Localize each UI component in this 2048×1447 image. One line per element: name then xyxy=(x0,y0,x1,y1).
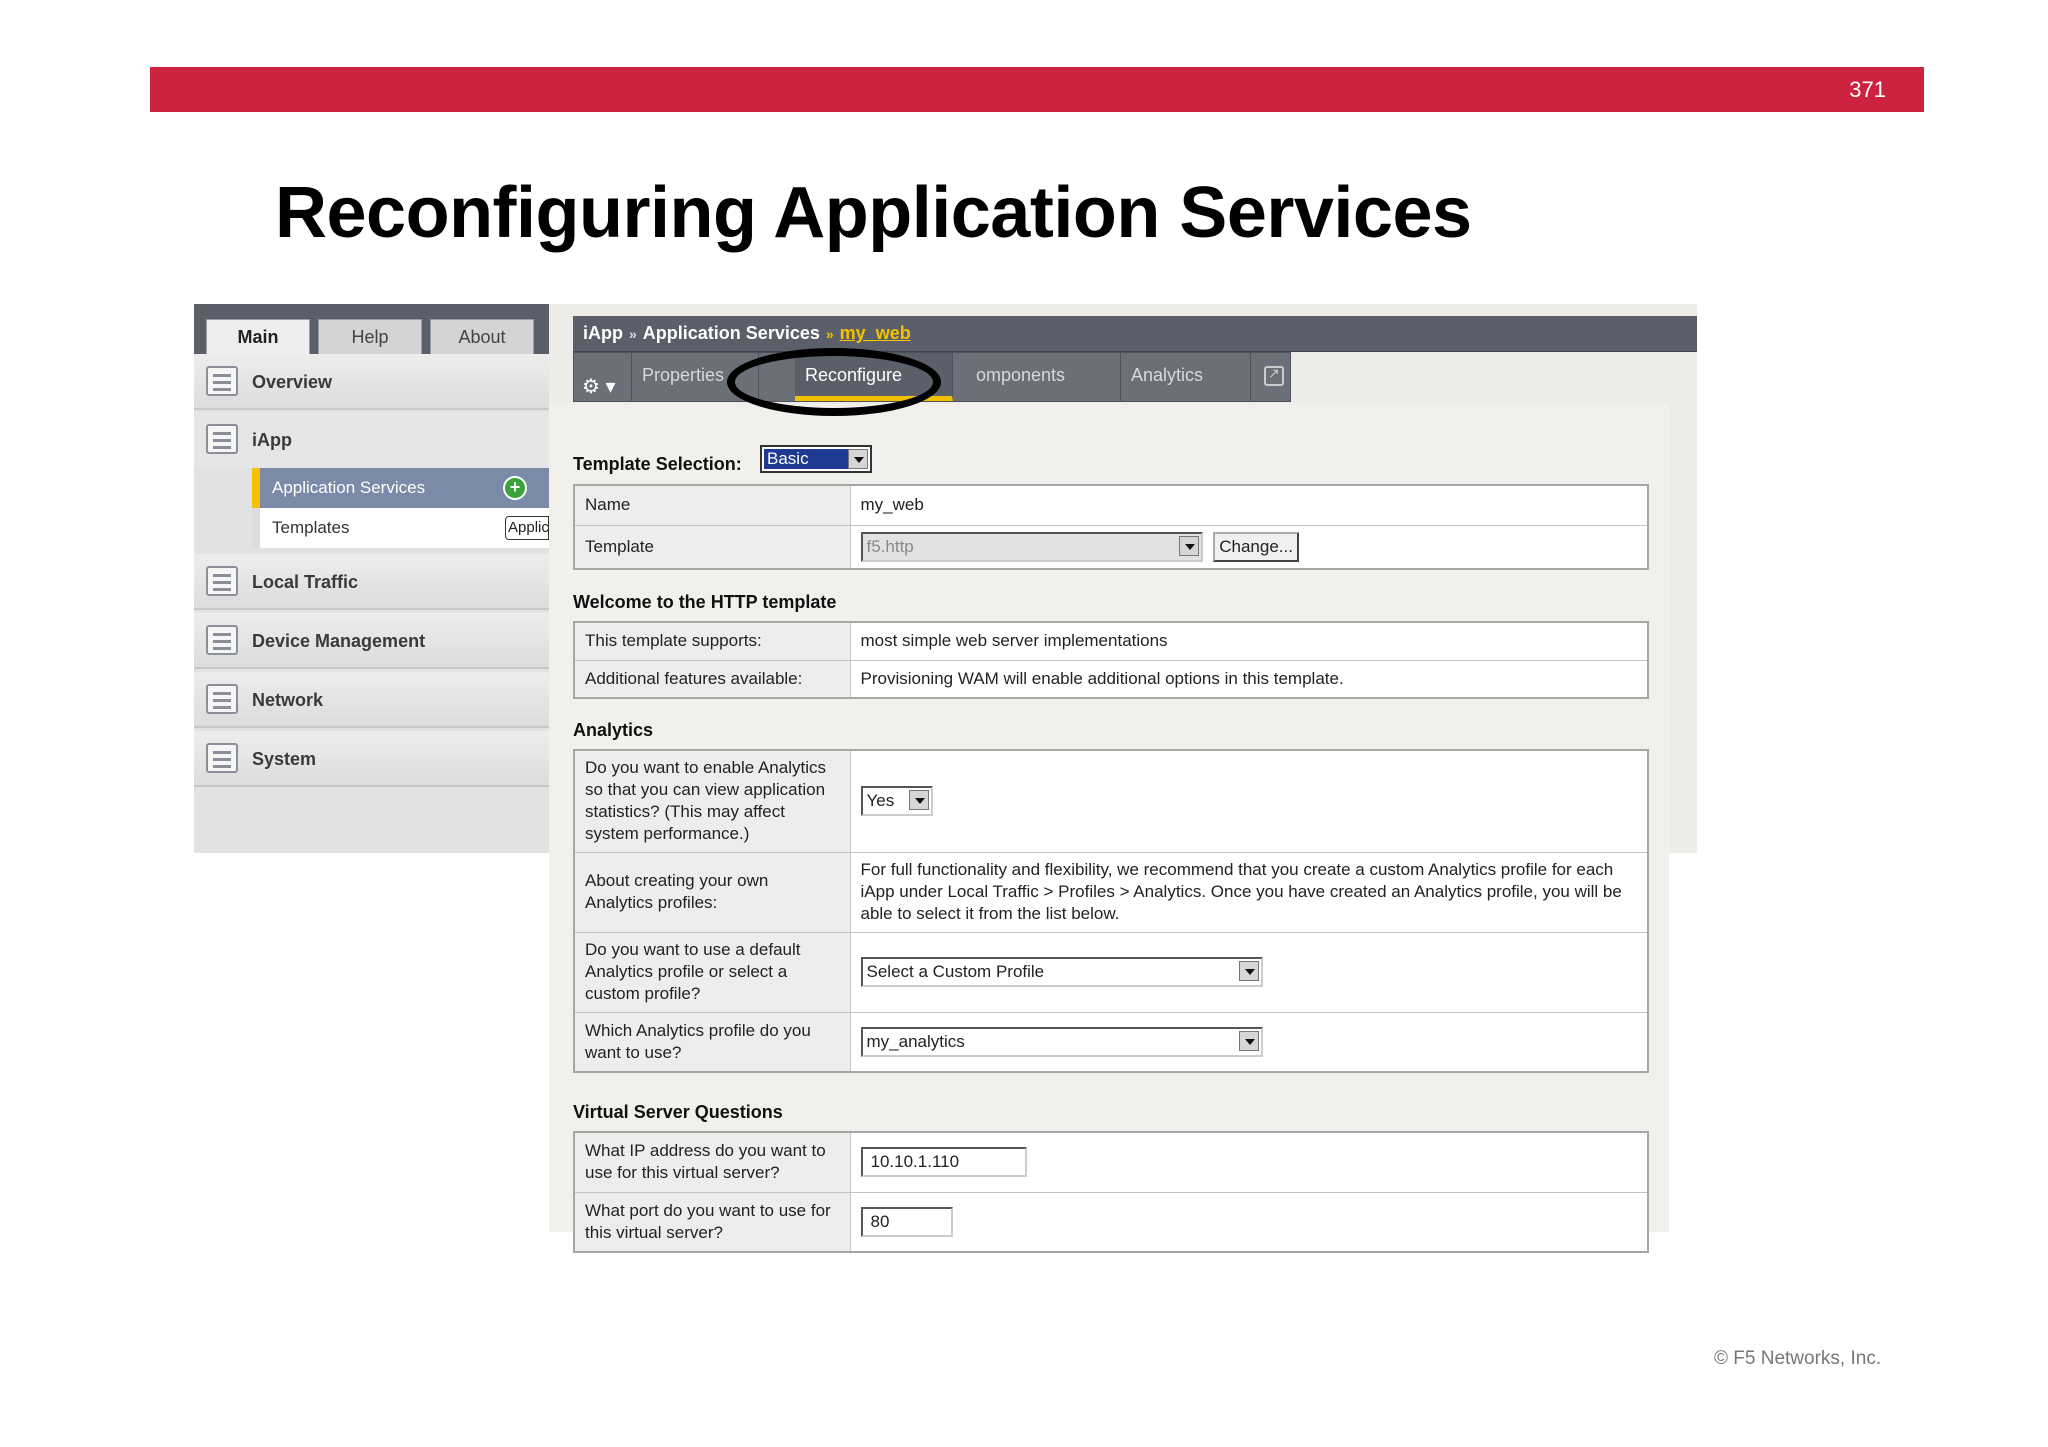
sidebar-subitem-templates[interactable] xyxy=(252,508,549,548)
breadcrumb-current: my_web xyxy=(839,323,911,343)
system-icon xyxy=(206,743,238,773)
table-row: What IP address do you want to use for this virtual server? 10.10.1.110 xyxy=(574,1132,1648,1192)
copyright: © F5 Networks, Inc. xyxy=(1714,1348,1882,1369)
analytics-table xyxy=(573,749,1649,1073)
breadcrumb-bar xyxy=(573,316,1697,352)
template-selection-label: Template Selection: xyxy=(573,454,742,474)
general-table xyxy=(573,484,1649,570)
chevron-down-icon xyxy=(1179,536,1199,556)
analytics-profile-type-select[interactable]: Select a Custom Profile xyxy=(861,957,1263,987)
table-row: Do you want to enable Analytics so that you can view application statistics? (This may affect system performance.) Yes xyxy=(574,750,1648,852)
highlight-circle xyxy=(727,348,941,416)
sidebar-subitem-label: Templates xyxy=(272,518,350,537)
chevron-down-icon xyxy=(1239,1031,1259,1051)
screenshot-panel xyxy=(194,304,1697,1242)
tooltip: Applic xyxy=(505,516,549,540)
network-icon xyxy=(206,684,238,714)
add-icon[interactable]: + xyxy=(503,476,527,500)
tab-components[interactable]: omponents xyxy=(966,353,1121,401)
table-row: Which Analytics profile do you want to use? my_analytics xyxy=(574,1012,1648,1072)
analytics-profile-select[interactable]: my_analytics xyxy=(861,1027,1263,1057)
gear-icon: ⚙ ▾ xyxy=(582,376,616,398)
local-traffic-icon xyxy=(206,566,238,596)
tab-analytics[interactable]: Analytics xyxy=(1121,353,1251,401)
table-row: What port do you want to use for this virtual server? 80 xyxy=(574,1192,1648,1252)
tab-properties[interactable]: Properties xyxy=(632,353,759,401)
overview-icon xyxy=(206,366,238,396)
tab-about[interactable]: About xyxy=(430,319,534,354)
sidebar-item-overview[interactable] xyxy=(194,354,549,410)
sidebar-item-local-traffic[interactable] xyxy=(194,554,549,610)
sidebar-item-network[interactable] xyxy=(194,672,549,728)
table-row: Additional features available: Provisioning WAM will enable additional options in this template. xyxy=(574,660,1648,698)
sidebar-item-label: Overview xyxy=(252,372,333,392)
sidebar-item-label: Device Management xyxy=(252,631,426,651)
template-select: f5.http xyxy=(861,532,1203,562)
gear-menu[interactable] xyxy=(574,353,632,401)
chevron-down-icon xyxy=(1239,961,1259,981)
sidebar xyxy=(194,354,549,853)
table-row: About creating your own Analytics profiles: For full functionality and flexibility, we recommend that you create a custom Analytics profile for each iApp under Local Traffic > Profiles > Analytics. Once you have created an Analytics profile, you will be able to select it from the list below. xyxy=(574,852,1648,932)
device-management-icon xyxy=(206,625,238,655)
ip-address-field[interactable]: 10.10.1.110 xyxy=(861,1147,1027,1177)
table-row: Name my_web xyxy=(574,485,1648,525)
tab-main[interactable]: Main xyxy=(206,319,310,354)
slide-header-bar xyxy=(150,67,1924,112)
table-row: Do you want to use a default Analytics profile or select a custom profile? Select a Custom Profile xyxy=(574,932,1648,1012)
chevron-down-icon xyxy=(848,449,868,469)
sidebar-item-device-management[interactable] xyxy=(194,613,549,669)
enable-analytics-select[interactable]: Yes xyxy=(861,786,933,816)
breadcrumb: iApp » Application Services » my_web xyxy=(583,323,911,343)
tab-reconfigure[interactable]: Reconfigure xyxy=(795,353,953,401)
main-content xyxy=(549,304,1697,1242)
sidebar-item-label: System xyxy=(252,749,317,769)
sidebar-subitem-application-services[interactable] xyxy=(252,468,549,508)
analytics-title: Analytics xyxy=(573,720,654,740)
virtual-server-table xyxy=(573,1131,1649,1253)
port-field[interactable]: 80 xyxy=(861,1207,953,1237)
sidebar-subitem-label: Application Services xyxy=(272,478,426,497)
table-row: This template supports: most simple web server implementations xyxy=(574,622,1648,660)
change-button[interactable]: Change... xyxy=(1213,532,1299,562)
welcome-table xyxy=(573,621,1649,699)
tab-help[interactable]: Help xyxy=(318,319,422,354)
sidebar-item-label: Local Traffic xyxy=(252,572,359,592)
iapp-icon xyxy=(206,424,238,454)
nav-tab-bar xyxy=(194,304,549,354)
breadcrumb-root[interactable]: iApp xyxy=(583,323,623,343)
slide-title: Reconfiguring Application Services xyxy=(275,173,1472,253)
template-selection-select[interactable]: Basic xyxy=(760,445,872,473)
sidebar-item-system[interactable] xyxy=(194,731,549,787)
table-row: Template f5.http Change... xyxy=(574,525,1648,569)
virtual-server-title: Virtual Server Questions xyxy=(573,1102,783,1122)
breadcrumb-section[interactable]: Application Services xyxy=(642,323,820,343)
sidebar-item-label: iApp xyxy=(252,430,292,450)
sidebar-item-iapp[interactable] xyxy=(194,412,549,468)
external-link-icon[interactable] xyxy=(1264,366,1284,386)
page-number: 371 xyxy=(1849,77,1886,102)
welcome-title: Welcome to the HTTP template xyxy=(573,592,837,612)
chevron-down-icon xyxy=(909,790,929,810)
sidebar-item-label: Network xyxy=(252,690,324,710)
